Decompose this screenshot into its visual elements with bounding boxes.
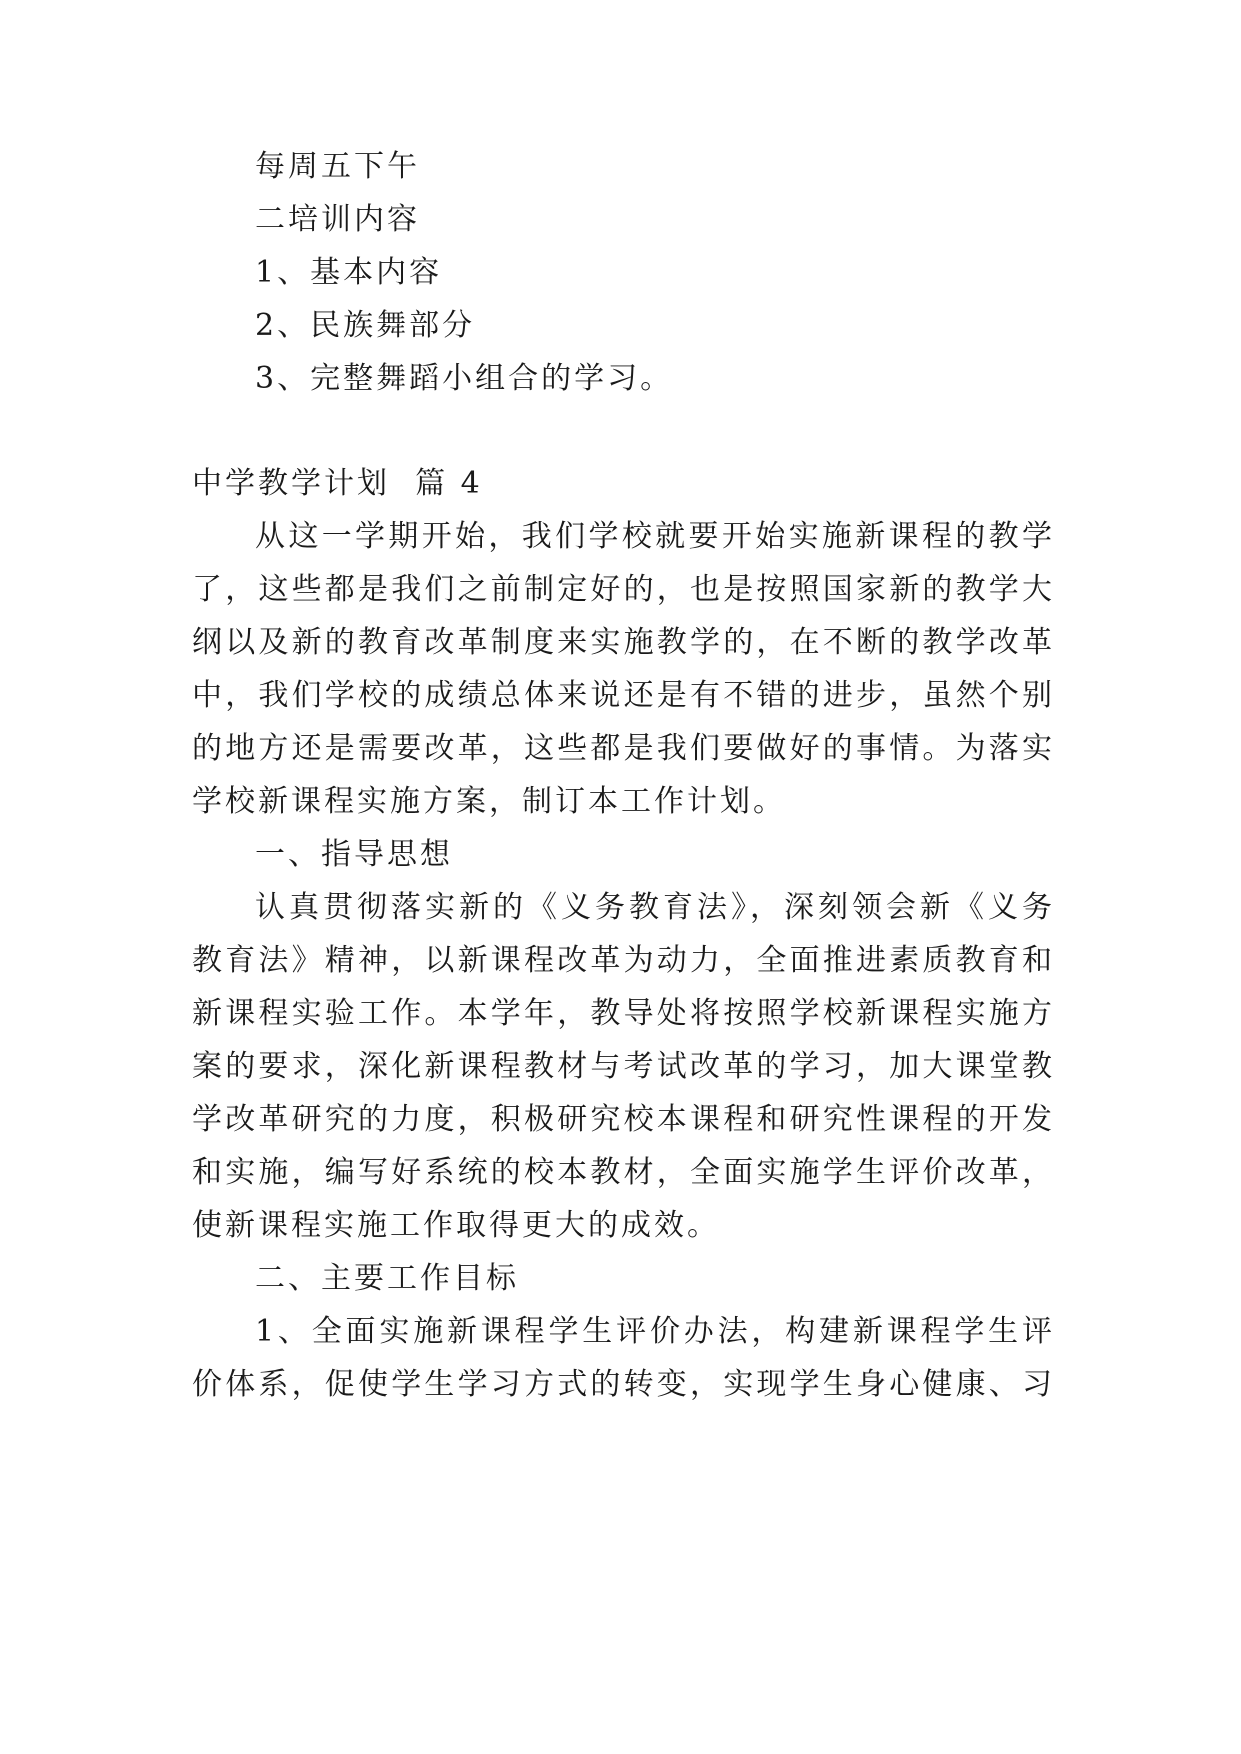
goals-line-1: 1、全面实施新课程学生评价办法，构建新课程学生评 [255, 1314, 1052, 1349]
schedule-time: 每周五下午 [255, 149, 420, 184]
training-item-1: 1、基本内容 [255, 255, 443, 290]
intro-line-3: 纲以及新的教育改革制度来实施教学的，在不断的教学改革 [192, 625, 1052, 660]
guiding-line-2: 教育法》精神，以新课程改革为动力，全面推进素质教育和 [192, 943, 1052, 978]
guiding-line-5: 学改革研究的力度，积极研究校本课程和研究性课程的开发 [192, 1102, 1052, 1137]
guiding-line-7: 使新课程实施工作取得更大的成效。 [192, 1208, 720, 1243]
training-item-2: 2、民族舞部分 [255, 308, 476, 343]
guiding-heading: 一、指导思想 [255, 837, 453, 872]
guiding-line-4: 案的要求，深化新课程教材与考试改革的学习，加大课堂教 [192, 1049, 1052, 1084]
guiding-line-1: 认真贯彻落实新的《义务教育法》，深刻领会新《义务 [255, 890, 1052, 925]
section-title: 中学教学计划 篇 4 [192, 466, 483, 501]
goals-heading: 二、主要工作目标 [255, 1261, 519, 1296]
training-item-3: 3、完整舞蹈小组合的学习。 [255, 361, 674, 396]
training-heading: 二培训内容 [255, 202, 420, 237]
intro-line-5: 的地方还是需要改革，这些都是我们要做好的事情。为落实 [192, 731, 1052, 766]
intro-line-4: 中，我们学校的成绩总体来说还是有不错的进步，虽然个别 [192, 678, 1052, 713]
intro-line-2: 了，这些都是我们之前制定好的，也是按照国家新的教学大 [192, 572, 1052, 607]
guiding-line-3: 新课程实验工作。本学年，教导处将按照学校新课程实施方 [192, 996, 1052, 1031]
goals-line-2: 价体系，促使学生学习方式的转变，实现学生身心健康、习 [192, 1367, 1052, 1402]
intro-line-1: 从这一学期开始，我们学校就要开始实施新课程的教学 [255, 519, 1052, 554]
intro-line-6: 学校新课程实施方案，制订本工作计划。 [192, 784, 786, 819]
guiding-line-6: 和实施，编写好系统的校本教材，全面实施学生评价改革， [192, 1155, 1052, 1190]
